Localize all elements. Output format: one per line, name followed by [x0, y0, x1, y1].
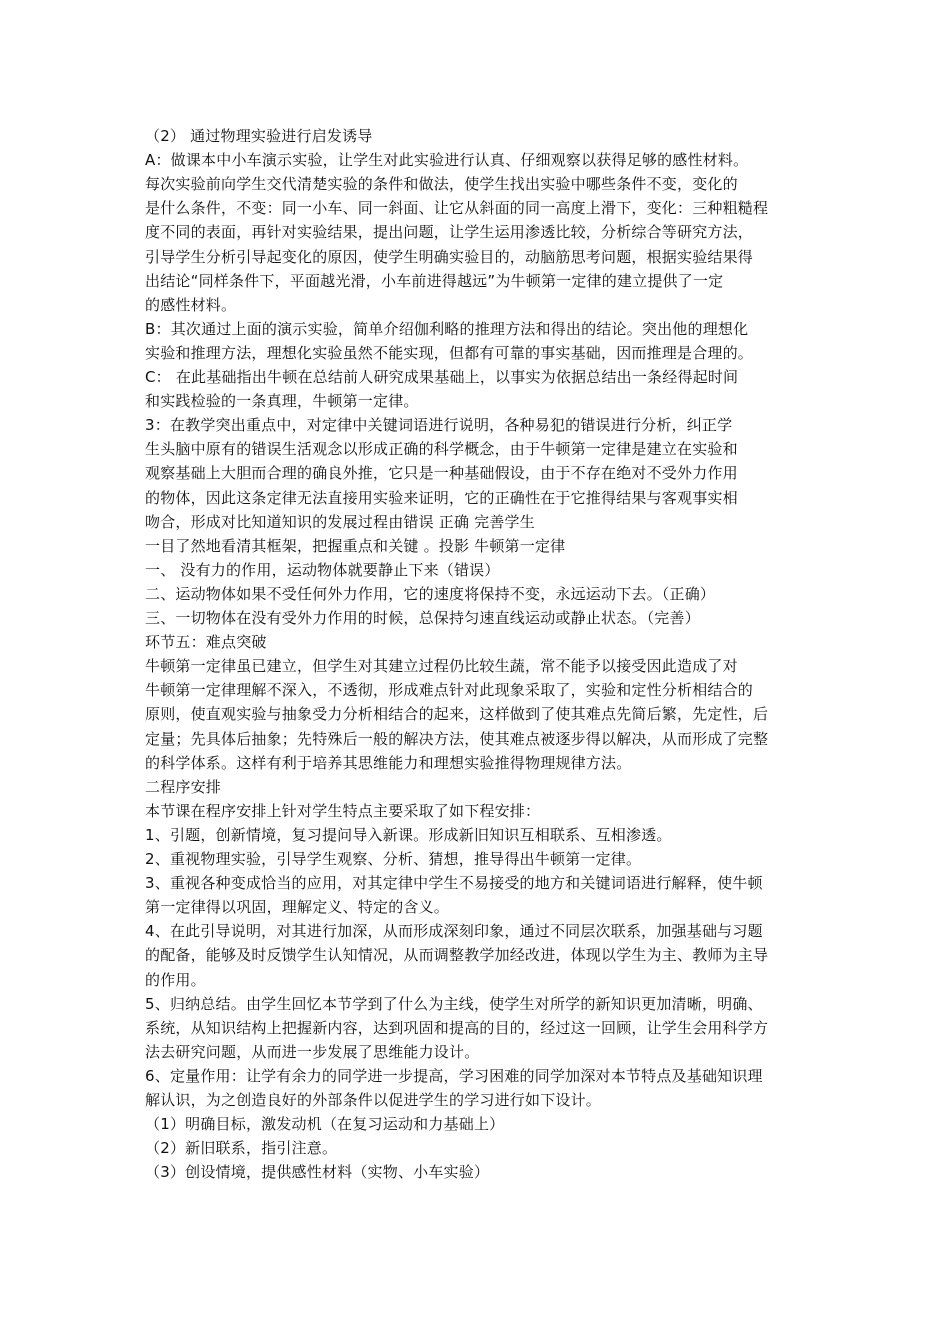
text-line: 引导学生分析引导起变化的原因，使学生明确实验目的，动脑筋思考问题，根据实验结果得	[145, 247, 754, 266]
text-line: 是什么条件，不变：同一小车、同一斜面、让它从斜面的同一高度上滑下，变化：三种粗糙程	[145, 199, 769, 218]
text-line: 吻合，形成对比知道知识的发展过程由错误 正确 完善学生	[145, 512, 535, 531]
text-line: 第一定律得以巩固，理解定义、特定的含义。	[145, 898, 450, 917]
text-line: 每次实验前向学生交代清楚实验的条件和做法，使学生找出实验中哪些条件不变，变化的	[145, 175, 738, 194]
text-line: 一、 没有力的作用，运动物体就要静止下来（错误）	[145, 560, 500, 579]
text-line: 的科学体系。这样有利于培养其思维能力和理想实验推得物理规律方法。	[145, 753, 632, 772]
text-line: 的感性材料。	[145, 295, 237, 314]
text-line: 的作用。	[145, 970, 206, 989]
text-line: （1）明确目标，激发动机（在复习运动和力基础上）	[145, 1115, 505, 1134]
text-line: 解认识，为之创造良好的外部条件以促进学生的学习进行如下设计。	[145, 1091, 602, 1109]
text-line: 环节五：难点突破	[145, 633, 267, 652]
text-line: （3）创设情境，提供感性材料（实物、小车实验）	[145, 1163, 490, 1182]
text-line: 2、重视物理实验，引导学生观察、分析、猜想，推导得出牛顿第一定律。	[145, 850, 642, 868]
text-line: 一目了然地看清其框架，把握重点和关键 。投影 牛顿第一定律	[145, 536, 566, 555]
text-line: 法去研究问题，从而进一步发展了思维能力设计。	[145, 1042, 480, 1061]
text-line: 牛顿第一定律理解不深入，不透彻，形成难点针对此现象采取了，实验和定性分析相结合的	[145, 681, 754, 700]
text-line: 3、重视各种变成恰当的应用，对其定律中学生不易接受的地方和关键词语进行解释，使牛顿	[145, 874, 763, 893]
text-line: 生头脑中原有的错误生活观念以形成正确的科学概念，由于牛顿第一定律是建立在实验和	[145, 440, 738, 459]
text-line: （2） 通过物理实验进行启发诱导	[145, 127, 373, 145]
text-line: 3：在教学突出重点中，对定律中关键词语进行说明，各种易犯的错误进行分析，纠正学	[145, 416, 733, 435]
text-line: 1、引题，创新情境，复习提问导入新课。形成新旧知识互相联系、互相渗透。	[145, 825, 672, 844]
text-line: 度不同的表面，再针对实验结果，提出问题，让学生运用渗透比较，分析综合等研究方法，	[145, 223, 754, 242]
text-line: 实验和推理方法，理想化实验虽然不能实现，但都有可靠的事实基础，因而推理是合理的。	[145, 343, 754, 362]
text-line: 4、在此引导说明，对其进行加深，从而形成深刻印象，通过不同层次联系，加强基础与习题	[145, 922, 763, 941]
text-line: 观察基础上大胆而合理的确良外推，它只是一种基础假设，由于不存在绝对不受外力作用	[145, 464, 738, 483]
text-line: 的配备，能够及时反馈学生认知情况，从而调整教学加经改进，体现以学生为主、教师为主导	[145, 946, 769, 965]
text-line: （2）新旧联系，指引注意。	[145, 1139, 338, 1158]
text-line: 二程序安排	[145, 777, 222, 796]
text-line: 6、定量作用：让学有余力的同学进一步提高，学习困难的同学加深对本节特点及基础知识理	[145, 1066, 763, 1085]
text-line: 和实践检验的一条真理，牛顿第一定律。	[145, 392, 419, 411]
text-line: A：做课本中小车演示实验，让学生对此实验进行认真、仔细观察以获得足够的感性材料。	[145, 151, 749, 170]
text-line: 的物体，因此这条定律无法直接用实验来证明，它的正确性在于它推得结果与客观事实相	[145, 488, 738, 507]
text-line: B：其次通过上面的演示实验，简单介绍伽利略的推理方法和得出的结论。突出他的理想化	[145, 319, 749, 338]
text-line: 5、归纳总结。由学生回忆本节学到了什么为主线，使学生对所学的新知识更加清晰，明确、	[145, 994, 763, 1013]
text-line: 原则，使直观实验与抽象受力分析相结合的起来，这样做到了使其难点先简后繁，先定性，后	[145, 705, 769, 724]
text-line: 本节课在程序安排上针对学生特点主要采取了如下程安排：	[145, 801, 541, 820]
text-line: 定量；先具体后抽象；先特殊后一般的解决方法，使其难点被逐步得以解决，从而形成了完整	[145, 729, 769, 748]
text-line: 出结论“同样条件下，平面越光滑，小车前进得越远”为牛顿第一定律的建立提供了一定	[145, 271, 724, 290]
text-line: 系统，从知识结构上把握新内容，达到巩固和提高的目的，经过这一回顾，让学生会用科学方	[145, 1018, 769, 1037]
text-line: 三、一切物体在没有受外力作用的时候，总保持匀速直线运动或静止状态。（完善）	[145, 609, 700, 627]
text-line: 牛顿第一定律虽已建立，但学生对其建立过程仍比较生蔬，常不能予以接受因此造成了对	[145, 657, 738, 676]
text-line: 二、运动物体如果不受任何外力作用，它的速度将保持不变，永远运动下去。（正确）	[145, 584, 716, 603]
text-line: C： 在此基础指出牛顿在总结前人研究成果基础上，以事实为依据总结出一条经得起时间	[145, 368, 739, 386]
